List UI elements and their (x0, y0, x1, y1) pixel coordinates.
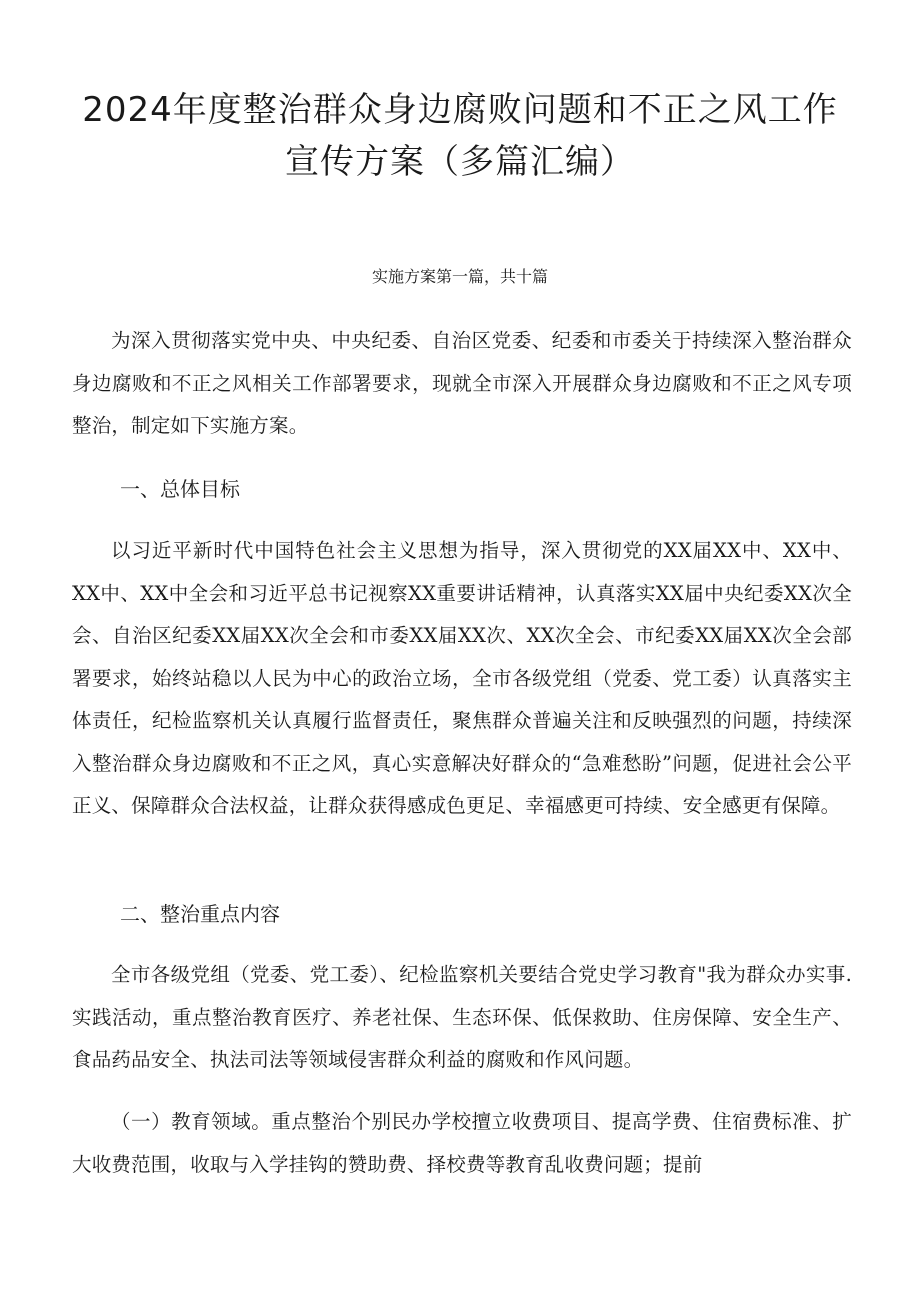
subsection-paragraph-education: （一）教育领域。重点整治个别民办学校擅立收费项目、提高学费、住宿费标准、扩大收费范围，收取与入学挂钩的赞助费、择校费等教育乱收费问题；提前 (72, 1110, 852, 1176)
section-heading-focus: 二、整治重点内容 (120, 902, 280, 926)
document-title: 2024年度整治群众身边腐败问题和不正之风工作宣传方案（多篇汇编） (82, 90, 838, 182)
section-paragraph-focus: 全市各级党组（党委、党工委）、纪检监察机关要结合党史学习教育"我为群众办实事.实践活动，重点整治教育医疗、养老社保、生态环保、低保救助、住房保障、安全生产、食品药品安全、执法司法等领域侵害群众利益的腐败和作风问题。 (72, 963, 852, 1071)
section-heading-goal: 一、总体目标 (120, 477, 240, 501)
intro-paragraph: 为深入贯彻落实党中央、中央纪委、自治区党委、纪委和市委关于持续深入整治群众身边腐败和不正之风相关工作部署要求，现就全市深入开展群众身边腐败和不正之风专项整治，制定如下实施方案。 (72, 329, 852, 437)
document-subtitle: 实施方案第一篇，共十篇 (371, 267, 548, 286)
section-paragraph-goal: 以习近平新时代中国特色社会主义思想为指导，深入贯彻党的XX届XX中、XX中、XX中、XX中全会和习近平总书记视察XX重要讲话精神，认真落实XX届中央纪委XX次全会、自治区纪委XX届XX次全会和市委XX届XX次、XX次全会、市纪委XX届XX次全会部署要求，始终站稳以人民为中心的政治立场，全市各级党组（党委、党工委）认真落实主体责任，纪检监察机关认真履行监督责任，聚焦群众普遍关注和反映强烈的问题，持续深入整治群众身边腐败和不正之风，真心实意解决好群众的“急难愁盼”问题，促进社会公平正义、保障群众合法权益，让群众获得感成色更足、幸福感更可持续、安全感更有保障。 (72, 539, 852, 817)
